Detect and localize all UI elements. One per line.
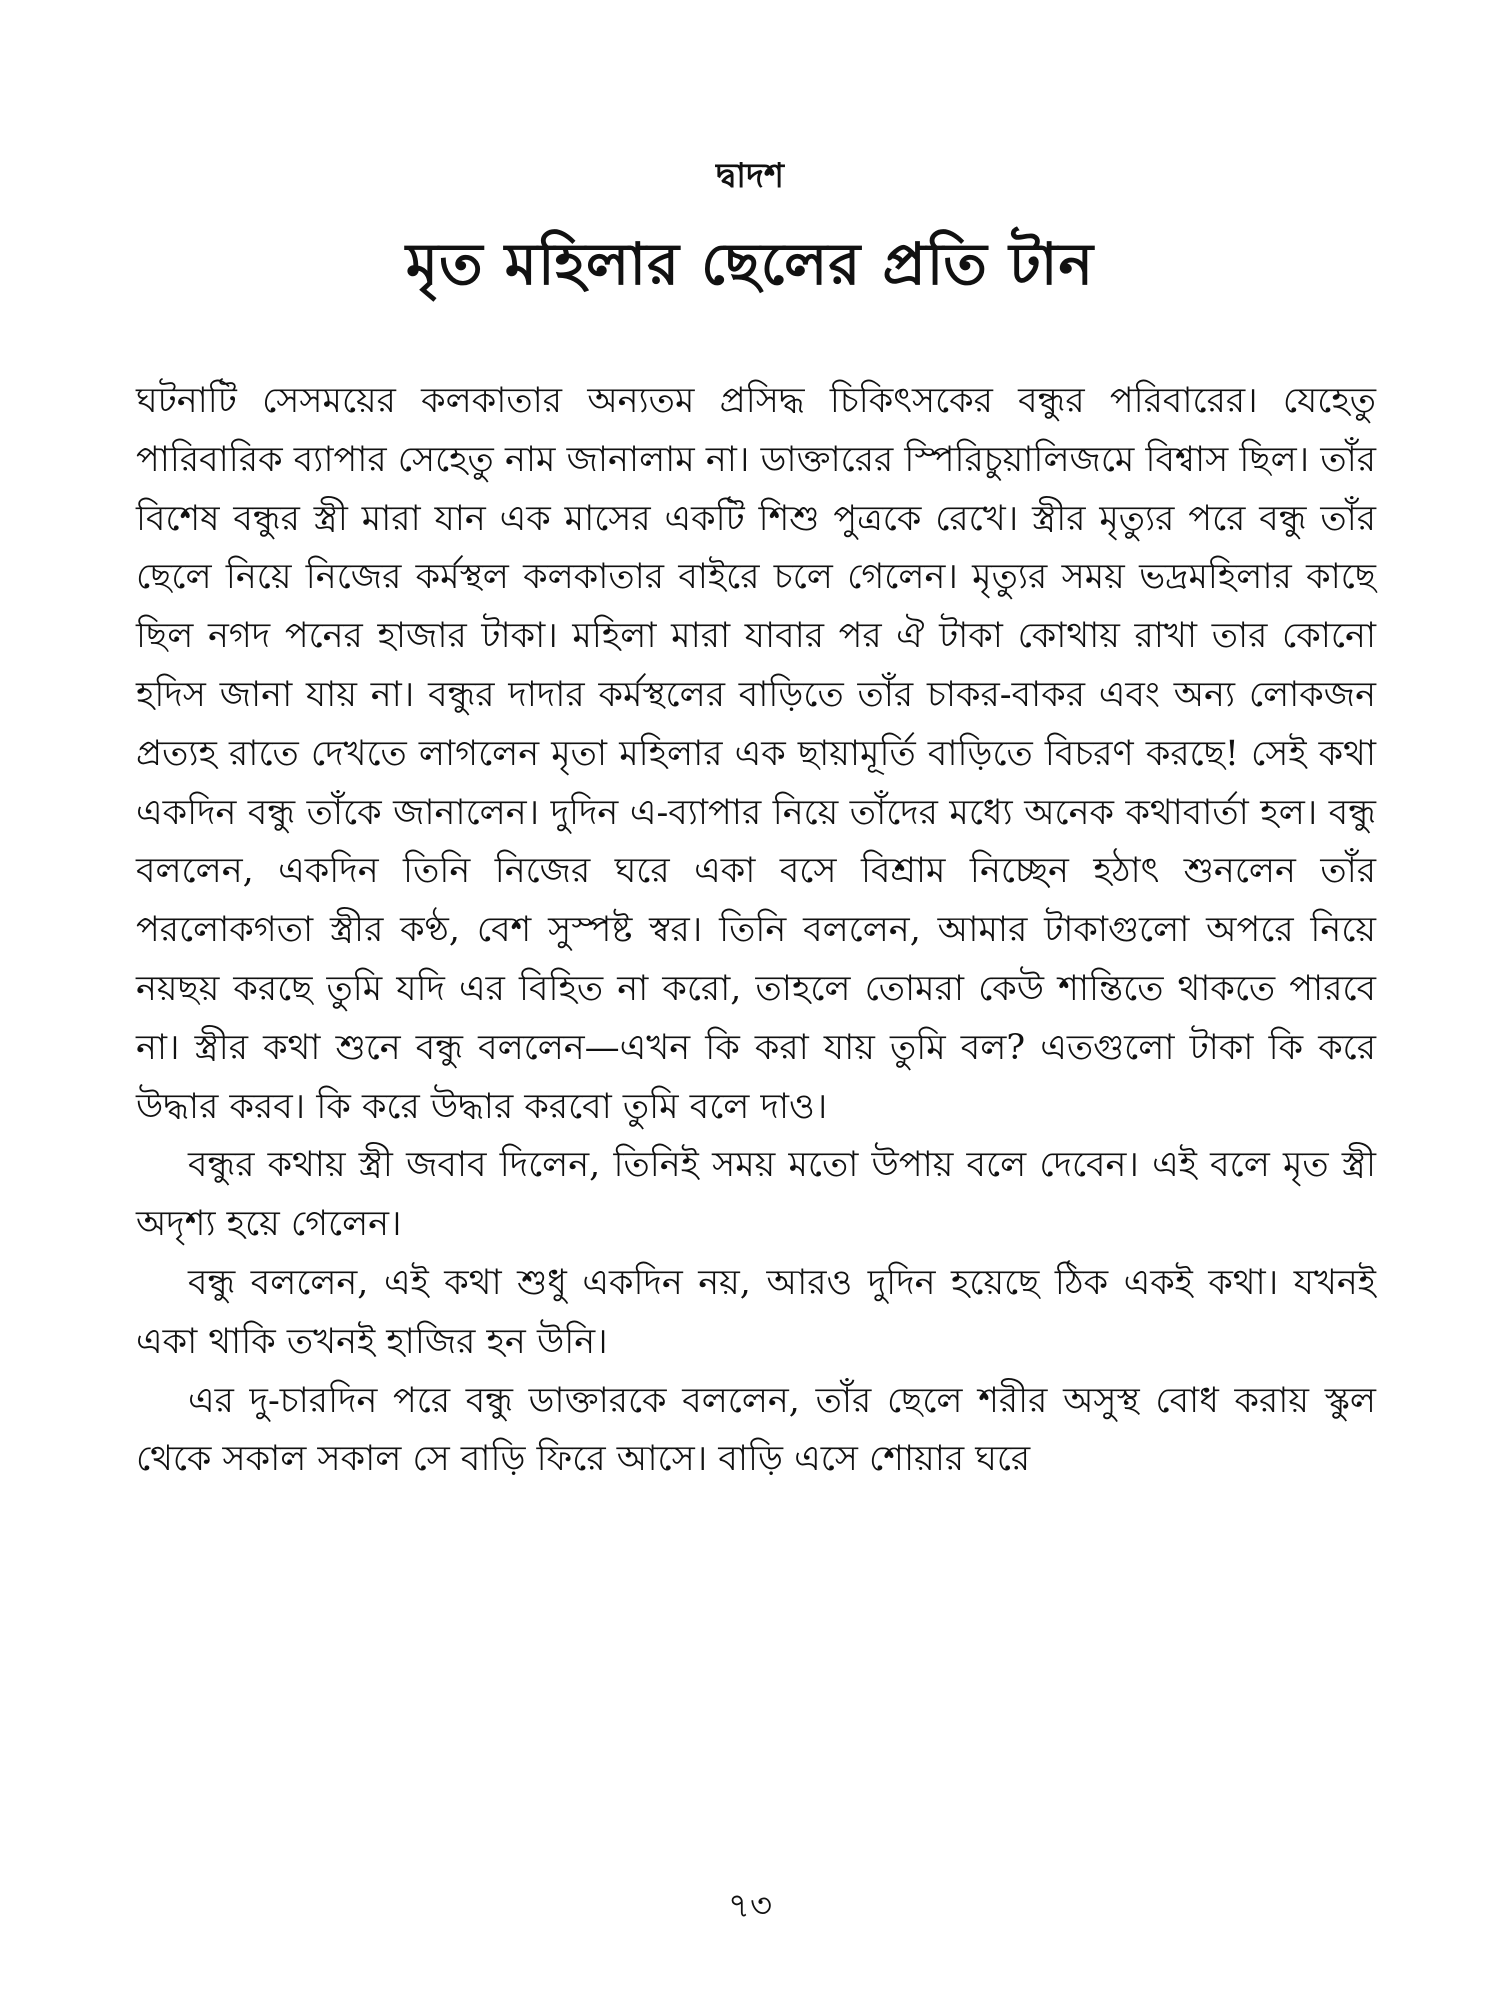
- paragraph: বন্ধু বললেন, এই কথা শুধু একদিন নয়, আরও দুদিন হয়েছে ঠিক একই কথা। যখনই একা থাকি তখনই হাজির হন উনি।: [136, 1262, 1376, 1362]
- page-number: ৭৩: [727, 1886, 773, 1926]
- chapter-number: দ্বাদশ: [715, 156, 785, 196]
- paragraph: ঘটনাটি সেসময়ের কলকাতার অন্যতম প্রসিদ্ধ চিকিৎসকের বন্ধুর পরিবারের। যেহেতু পারিবারিক ব্যাপার সেহেতু নাম জানালাম না। ডাক্তারের স্পিরিচুয়ালিজমে বিশ্বাস ছিল। তাঁর বিশেষ বন্ধুর স্ত্রী মারা যান এক মাসের একটি শিশু পুত্রকে রেখে। স্ত্রীর মৃত্যুর পরে বন্ধু তাঁর ছেলে নিয়ে নিজের কর্মস্থল কলকাতার বাইরে চলে গেলেন। মৃত্যুর সময় ভদ্রমহিলার কাছে ছিল নগদ পনের হাজার টাকা। মহিলা মারা যাবার পর ঐ টাকা কোথায় রাখা তার কোনো হদিস জানা যায় না। বন্ধুর দাদার কর্মস্থলের বাড়িতে তাঁর চাকর-বাকর এবং অন্য লোকজন প্রত্যহ রাতে দেখতে লাগলেন মৃতা মহিলার এক ছায়ামূর্তি বাড়িতে বিচরণ করছে! সেই কথা একদিন বন্ধু তাঁকে জানালেন। দুদিন এ-ব্যাপার নিয়ে তাঁদের মধ্যে অনেক কথাবার্তা হল। বন্ধু বললেন, একদিন তিনি নিজের ঘরে একা বসে বিশ্রাম নিচ্ছেন হঠাৎ শুনলেন তাঁর পরলোকগতা স্ত্রীর কণ্ঠ, বেশ সুস্পষ্ট স্বর। তিনি বললেন, আমার টাকাগুলো অপরে নিয়ে নয়ছয় করছে তুমি যদি এর বিহিত না করো, তাহলে তোমরা কেউ শান্তিতে থাকতে পারবে না। স্ত্রীর কথা শুনে বন্ধু বললেন—এখন কি করা যায় তুমি বল? এতগুলো টাকা কি করে উদ্ধার করব। কি করে উদ্ধার করবো তুমি বলে দাও।: [136, 381, 1376, 1127]
- chapter-body: [136, 372, 1376, 1489]
- paragraph: এর দু-চারদিন পরে বন্ধু ডাক্তারকে বললেন, তাঁর ছেলে শরীর অসুস্থ বোধ করায় স্কুল থেকে সকাল সকাল সে বাড়ি ফিরে আসে। বাড়ি এসে শোয়ার ঘরে: [136, 1380, 1376, 1480]
- chapter-title: মৃত মহিলার ছেলের প্রতি টান: [405, 230, 1095, 298]
- paragraph: বন্ধুর কথায় স্ত্রী জবাব দিলেন, তিনিই সময় মতো উপায় বলে দেবেন। এই বলে মৃত স্ত্রী অদৃশ্য হয়ে গেলেন।: [136, 1145, 1376, 1245]
